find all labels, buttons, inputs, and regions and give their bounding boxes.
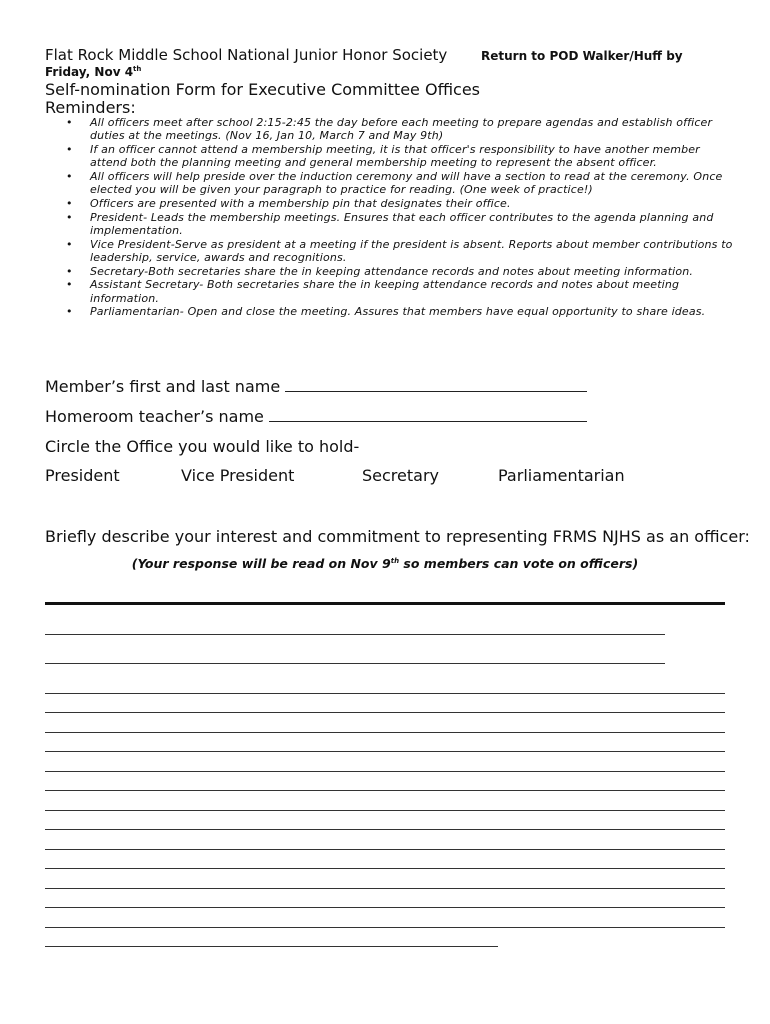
member-name-label: Member’s first and last name bbox=[45, 377, 281, 396]
reminder-text: All officers will help preside over the induction ceremony and will have a section to read at the ceremony. Once elected you will be given your paragraph to practice for reading. (One week of practice!) bbox=[90, 170, 723, 197]
response-line[interactable] bbox=[45, 927, 725, 928]
reminder-text: Officers are presented with a membership pin that designates their office. bbox=[90, 197, 511, 210]
instruction-sup: th bbox=[390, 556, 400, 565]
office-president[interactable]: President bbox=[45, 466, 120, 485]
reminder-item bbox=[45, 143, 735, 170]
homeroom-label: Homeroom teacher’s name bbox=[45, 407, 264, 426]
reminder-item bbox=[45, 170, 735, 197]
response-line[interactable] bbox=[45, 829, 725, 830]
form-title: Self-nomination Form for Executive Committee Offices bbox=[45, 80, 481, 99]
response-line[interactable] bbox=[45, 810, 725, 811]
homeroom-field[interactable] bbox=[269, 407, 587, 422]
response-line[interactable] bbox=[45, 634, 665, 635]
reminder-text: Parliamentarian- Open and close the meeting. Assures that members have equal opportunity to share ideas. bbox=[90, 305, 706, 319]
bullet-icon: • bbox=[66, 197, 73, 210]
office-secretary[interactable]: Secretary bbox=[362, 466, 439, 485]
reminder-item bbox=[45, 238, 735, 265]
school-title: Flat Rock Middle School National Junior Honor Society bbox=[45, 46, 448, 64]
due-date bbox=[45, 65, 141, 79]
office-parliamentarian[interactable]: Parliamentarian bbox=[498, 466, 625, 485]
instruction-prefix: (Your response will be read on Nov 9 bbox=[131, 556, 391, 571]
bullet-icon: • bbox=[66, 237, 73, 251]
bullet-icon: • bbox=[66, 210, 73, 224]
response-line[interactable] bbox=[45, 907, 725, 908]
bullet-icon: • bbox=[66, 116, 73, 129]
response-line[interactable] bbox=[45, 602, 725, 605]
response-line[interactable] bbox=[45, 790, 725, 791]
bullet-icon: • bbox=[66, 170, 73, 183]
reminders-list bbox=[45, 116, 735, 319]
reminder-item bbox=[45, 211, 735, 238]
instruction-suffix: so members can vote on officers) bbox=[399, 556, 639, 571]
bullet-icon: • bbox=[66, 264, 73, 278]
reminder-item bbox=[45, 305, 735, 318]
reminder-item bbox=[45, 278, 735, 305]
due-date-text: Friday, Nov 4 bbox=[45, 65, 134, 79]
reminder-item bbox=[45, 265, 735, 278]
response-line[interactable] bbox=[45, 946, 498, 947]
office-vice-president[interactable]: Vice President bbox=[181, 466, 295, 485]
response-line[interactable] bbox=[45, 849, 725, 850]
reminder-item bbox=[45, 116, 735, 143]
return-note: Return to POD Walker/Huff by bbox=[481, 49, 683, 63]
response-line[interactable] bbox=[45, 888, 725, 889]
response-line[interactable] bbox=[45, 771, 725, 772]
reminder-text: Assistant Secretary- Both secretaries share the in keeping attendance records and notes about meeting information. bbox=[90, 278, 680, 305]
response-line[interactable] bbox=[45, 693, 725, 694]
reminder-text: If an officer cannot attend a membership meeting, it is that officer's responsibility to have another member attend both the planning meeting and general membership meeting to represent the absent officer. bbox=[90, 143, 700, 170]
circle-office-prompt: Circle the Office you would like to hold- bbox=[45, 437, 360, 456]
homeroom-row bbox=[45, 407, 587, 426]
response-line[interactable] bbox=[45, 663, 665, 664]
response-line[interactable] bbox=[45, 732, 725, 733]
response-line[interactable] bbox=[45, 751, 725, 752]
due-date-suffix: th bbox=[133, 65, 142, 73]
reminder-text: President- Leads the membership meetings. Ensures that each officer contributes to the agenda planning and implementation. bbox=[90, 210, 714, 237]
member-name-field[interactable] bbox=[285, 377, 587, 392]
bullet-icon: • bbox=[66, 143, 73, 156]
response-line[interactable] bbox=[45, 712, 725, 713]
reminder-text: All officers meet after school 2:15-2:45 the day before each meeting to prepare agendas and establish officer duties at the meetings. (Nov 16, Jan 10, March 7 and May 9th) bbox=[90, 116, 713, 143]
member-name-row bbox=[45, 377, 587, 396]
describe-prompt: Briefly describe your interest and commitment to representing FRMS NJHS as an officer: bbox=[45, 527, 750, 546]
bullet-icon: • bbox=[66, 278, 73, 292]
reminder-item bbox=[45, 197, 735, 210]
response-line[interactable] bbox=[45, 868, 725, 869]
bullet-icon: • bbox=[66, 305, 73, 319]
response-instruction bbox=[0, 556, 770, 571]
reminders-heading: Reminders: bbox=[45, 98, 136, 117]
reminder-text: Vice President-Serve as president at a meeting if the president is absent. Reports about member contributions to leadership, service, awards and recognitions. bbox=[90, 237, 733, 264]
reminder-text: Secretary-Both secretaries share the in keeping attendance records and notes about meeting information. bbox=[90, 264, 694, 278]
